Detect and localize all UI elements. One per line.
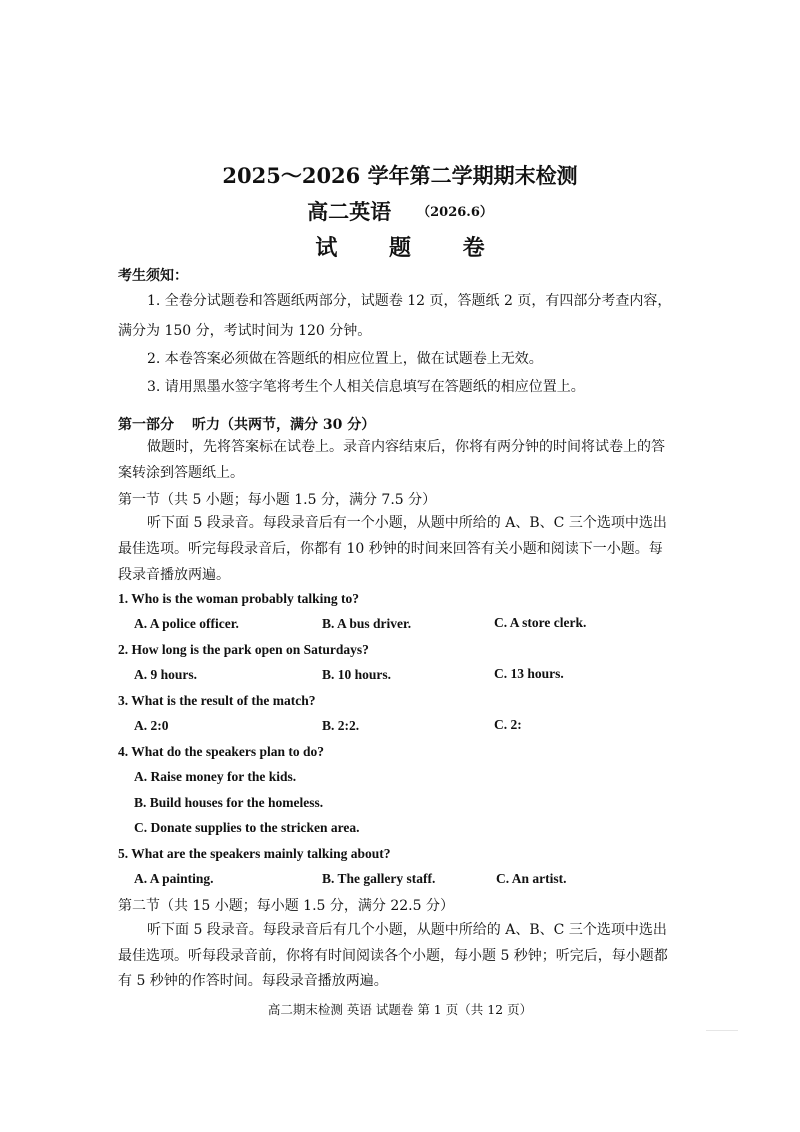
part1-intro-cont: 案转涂到答题纸上。 [118, 465, 244, 481]
part1-title: 第一部分 [118, 417, 174, 433]
section2-intro-cont: 有 5 秒钟的作答时间。每段录音播放两遍。 [118, 973, 388, 989]
scan-mark [706, 1030, 738, 1031]
section2-intro-cont: 最佳选项。听每段录音前，你将有时间阅读各个小题，每小题 5 秒钟；听完后，每小题都 [118, 948, 668, 964]
subject-name: 高二英语 [307, 199, 392, 224]
part1-subtitle: 听力（共两节，满分 30 分） [192, 417, 376, 433]
option-b: B. Build houses for the homeless. [134, 795, 324, 810]
option-a: A. Raise money for the kids. [134, 769, 297, 784]
notice-item-3: 3. 请用黑墨水签字笔将考生个人相关信息填写在答题纸的相应位置上。 [147, 379, 585, 395]
notice-item-2: 2. 本卷答案必须做在答题纸的相应位置上，做在试题卷上无效。 [147, 351, 543, 367]
option-b: B. A bus driver. [322, 616, 412, 631]
option-c: C. 2: [494, 717, 522, 732]
option-a: A. 9 hours. [134, 667, 198, 682]
option-c: C. A store clerk. [494, 615, 587, 630]
section2-intro: 听下面 5 段录音。每段录音后有几个小题，从题中所给的 A、B、C 三个选项中选出 [147, 922, 667, 938]
part1-intro: 做题时，先将答案标在试卷上。录音内容结束后，你将有两分钟的时间将试卷上的答 [147, 439, 665, 455]
question-stem: 3. What is the result of the match? [118, 693, 316, 708]
section1-intro-cont: 最佳选项。听完每段录音后，你都有 10 秒钟的时间来回答有关小题和阅读下一小题。每 [118, 541, 663, 557]
option-a: A. A painting. [134, 871, 214, 886]
option-a: A. A police officer. [134, 616, 239, 631]
question-stem: 2. How long is the park open on Saturdays? [118, 642, 369, 657]
document-type: 试 题 卷 [315, 235, 507, 261]
page-footer: 高二期末检测 英语 试题卷 第 1 页（共 12 页） [267, 1002, 533, 1017]
option-b: B. 2:2. [322, 718, 360, 733]
section1-intro-cont: 段录音播放两遍。 [118, 567, 230, 583]
question-stem: 1. Who is the woman probably talking to? [118, 591, 360, 606]
option-b: B. 10 hours. [322, 667, 392, 682]
section1-heading: 第一节（共 5 小题；每小题 1.5 分，满分 7.5 分） [118, 492, 437, 508]
notice-item-1-cont: 满分为 150 分，考试时间为 120 分钟。 [118, 323, 372, 339]
section1-intro: 听下面 5 段录音。每段录音后有一个小题，从题中所给的 A、B、C 三个选项中选出 [147, 515, 667, 531]
option-c: C. Donate supplies to the stricken area. [134, 820, 360, 835]
subject-line [0, 196, 800, 226]
question-stem: 5. What are the speakers mainly talking about? [118, 846, 391, 861]
option-b: B. The gallery staff. [322, 871, 436, 886]
exam-title: 2025～2026 学年第二学期期末检测 [222, 163, 578, 188]
question-stem: 4. What do the speakers plan to do? [118, 744, 325, 759]
notice-item-1: 1. 全卷分试题卷和答题纸两部分，试题卷 12 页，答题纸 2 页，有四部分考查内容， [147, 293, 672, 309]
option-c: C. An artist. [496, 871, 567, 886]
option-c: C. 13 hours. [494, 666, 564, 681]
notice-heading: 考生须知： [118, 268, 188, 284]
exam-date: （2026.6） [417, 205, 493, 220]
section2-heading: 第二节（共 15 小题；每小题 1.5 分，满分 22.5 分） [118, 898, 454, 914]
option-a: A. 2:0 [134, 718, 169, 733]
part1-heading [118, 414, 375, 434]
